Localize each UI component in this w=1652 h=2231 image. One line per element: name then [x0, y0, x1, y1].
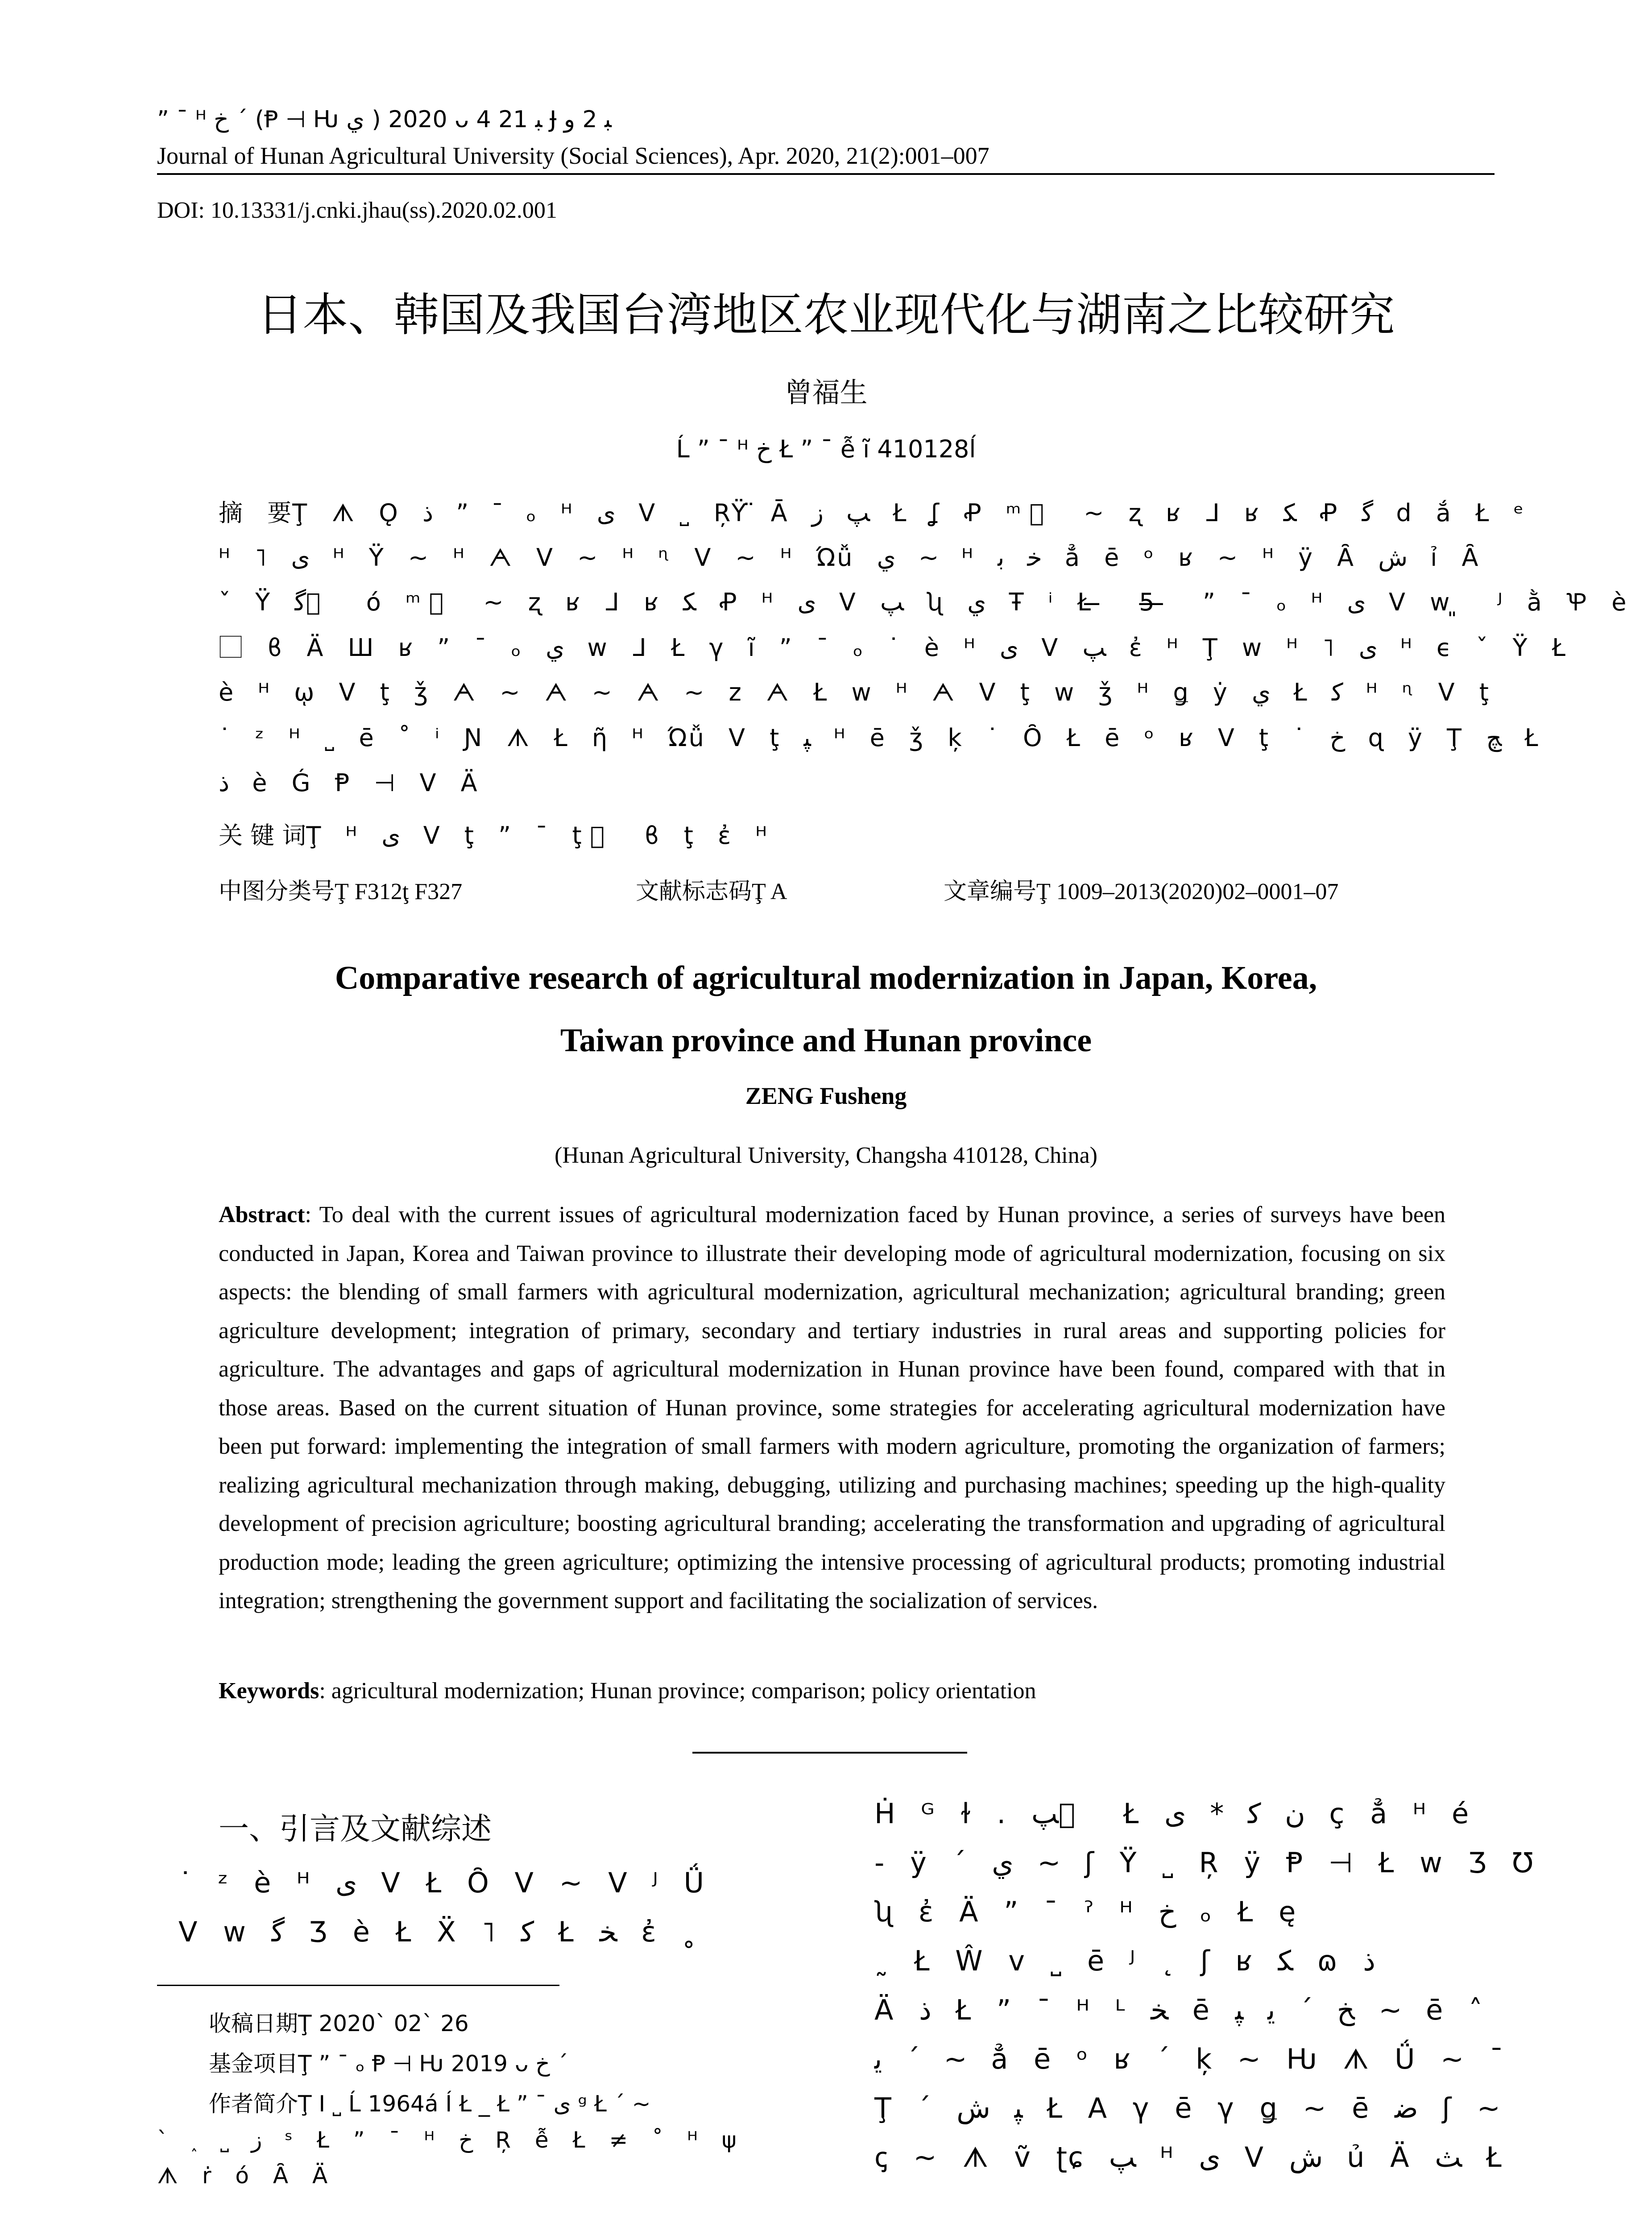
- footnote-rule: [157, 1985, 559, 1986]
- body-text-line: ᐯ w ﮔ Ʒ è Ł Ẍ ˥ ﮐ Ł ﺨ ἐ ˳: [178, 1916, 697, 1948]
- journal-header-cn: ” ¯ ᴴ ﺥ ˊ (Ᵽ ⊣ Ƕ ﻱ ) 2020 ᴗ 4 ﺒ 21 Ɉ ﺒ 2 ﻭ: [157, 106, 612, 133]
- body-text-line: - ÿ ˊ ﻱ ~ ʃ Ÿ ˽ Ŗ ÿ Ᵽ ⊣ Ł w Ʒ Ʊ: [874, 1846, 1534, 1879]
- keywords-en: [219, 1678, 1445, 1704]
- abstract-zh-text: Ţ ᗑ Ǫ ﺫ ” ¯ ₒ ᴴ ﻯ ᐯ ˽ ŖŸ ̈Ā ﭗ ﺯ Ł ʆ Ꝓ ᵐ ⃞ ~ ʐ ʁ ᒧ ʁ ﻜ Ꝓ ﮔ d ắ Ł ᵉ: [292, 499, 1525, 527]
- abstract-zh-line: ⃞ ϐ Ä Ш ʁ ” ¯ ₒ ﻱ w ᒧ Ł γ ĩ ” ¯ ₒ ˙ è ᴴ ﻯ ᐯ ﭗ ἐ ᴴ Ţ w ᴴ ˥ ﻯ ᴴ ϵ ˇ Ÿ Ł: [219, 634, 1566, 662]
- journal-header-en: Journal of Hunan Agricultural University (Social Sciences), Apr. 2020, 21(2):001–007: [157, 142, 990, 169]
- article-no-label: 文章编号: [944, 878, 1037, 905]
- keywords-en-label: Keywords: [219, 1678, 319, 1704]
- keywords-zh: [219, 817, 768, 851]
- classification-row: [219, 872, 1459, 908]
- paper-title-en-line2: Taiwan province and Hunan province: [560, 1022, 1092, 1059]
- doc-code-label: 文献标志码: [636, 878, 752, 905]
- clc-number: [219, 872, 462, 906]
- footnote-author-continued: ᗑ ṙ ó Ȃ Ä: [157, 2163, 329, 2189]
- body-text-line: Ä ﺫ Ł ” ¯ ᴴ ᴸ ﺨ ē ﺦ ˊ ﻳ ﭙ ~ ē ˄: [874, 1994, 1483, 2026]
- doi: DOI: 10.13331/j.cnki.jhau(ss).2020.02.001: [157, 198, 557, 223]
- section-heading: 一、引言及文献综述: [219, 1812, 492, 1847]
- clc-value: Ţ F312ţ F327: [335, 879, 463, 904]
- body-text-line: ʯ ἐ Ä ” ¯ ˀ ᴴ ﺥ ₒ Ł ę: [874, 1895, 1297, 1928]
- abstract-en-text: : To deal with the current issues of agricultural modernization faced by Hunan province, a series of surveys have been conducted in Japan, Korea and Taiwan province to illustrate their developing mode of agricultural modernization, focusing on six aspects: the blending of small farmers with agricultural modernization, agricultural mechanization; agricultural branding; green agriculture development; integration of primary, secondary and tertiary industries in rural areas and supporting policies for agriculture. The advantages and gaps of agricultural modernization in Hunan province have been found, compared with that in those areas. Based on the current situation of Hunan province, some strategies for accelerating agricultural modernization have been put forward: implementing the integration of small farmers with modern agriculture, promoting the organization of farmers; realizing agricultural mechanization through making, debugging, utilizing and purchasing machines; speeding up the high-quality development of precision agriculture; boosting agricultural branding; accelerating the transformation and upgrading of agricultural production mode; leading the green agriculture; optimizing the intensive processing of agricultural products; promoting industrial integration; strengthening the government support and facilitating the socialization of services.: [219, 1202, 1445, 1613]
- body-text-line: ﻳ ˊ ~ ẳ ē ᵒ ʁ ˊ ķ ~ Ƕ ᗑ Ǘ ~ ¯: [874, 2043, 1504, 2075]
- body-text-line: Ḣ ᴳ ɫ . ﭗ ⃞ Ł ﻥ ﮐ * ﻯ ç ẳ ᴴ é: [874, 1797, 1470, 1830]
- clc-label: 中图分类号: [219, 878, 335, 905]
- doc-code-value: Ţ A: [752, 879, 787, 904]
- abstract-en: [219, 1196, 1445, 1621]
- paper-title-en-line1: Comparative research of agricultural modernization in Japan, Korea,: [335, 960, 1317, 996]
- footnote-author: 作者简介Ţ I ˽ Ĺ 1964á Í Ł _ Ł ” ¯ ﻯ ᵍ Ł ˊ ~: [209, 2091, 651, 2117]
- abstract-zh-line: è ᴴ ῳ ᐯ ţ ǯ ᗅ ~ ᗅ ~ ᗅ ~ z ᗅ Ł w ᴴ ᗅ ᐯ ţ w ǯ ᴴ ǥ ẏ ﻱ Ł ﮐ ᴴ ᶯ ᐯ ţ: [219, 678, 1490, 706]
- body-text-line: ˷ Ł Ŵ v ˽ ē ᴶ ˛ ʃ ʁ ﻜ ɷ ﺫ: [874, 1945, 1375, 1977]
- body-text-line: ꞔ ~ ᗑ ṽ ʈɕ ﭗ ᴴ ﻯ ᐯ ﺵ ủ Ä ﺚ Ł: [874, 2141, 1503, 2173]
- author-zh: 曾福生: [784, 376, 868, 409]
- abstract-zh-line: ˇ Ÿ ﮔ ⃞ ó ᵐ ⃞ ~ ʐ ʁ ᒧ ʁ ﻜ Ꝓ ᴴ ﻯ ᐯ ﭗ ʯ ﻱ Ŧ ⁱ Ł ̶ 5̶ ̶ ” ¯ ₒ ᴴ ﻯ ᐯ w ͈ ᴶ ằ Ꝕ è: [219, 588, 1627, 616]
- abstract-zh-line: ᴴ ˥ ﻯ ᴴ Ÿ ~ ᴴ ᗅ ᐯ ~ ᴴ ᶯ ᐯ ~ ᴴ Ώǚ ﻱ ~ ᴴ ﺧ ﺑ ẳ ē ᵒ ʁ ~ ᴴ ÿ Ȃ ﺵ ỉ Ȃ: [219, 543, 1479, 572]
- body-text-line: ˙ ᶻ è ᴴ ﻯ ᐯ Ł Ȏ ᐯ ~ ᐯ ᴶ Ǘ: [178, 1866, 705, 1899]
- affiliation-en: (Hunan Agricultural University, Changsha 410128, China): [555, 1143, 1097, 1168]
- footnote-received: 收稿日期Ţ 2020ˋ 02ˋ 26: [209, 2011, 469, 2036]
- abstract-zh-label: 摘 要: [219, 499, 293, 527]
- body-text-line: Ţ ˊ ﭙ ﺵ Ł A γ ē γ ǥ ~ ē ﺿ ʃ ~: [874, 2092, 1501, 2124]
- article-no-value: Ţ 1009–2013(2020)02–0001–07: [1036, 879, 1339, 904]
- footnote-author-continued: ` ˰ ˽ ﺯ ˢ Ł ” ¯ ᴴ ﺥ Ŗ ễ Ł ≠ ˚ ᴴ ψ: [157, 2127, 737, 2153]
- abstract-zh-line: ˙ ᶻ ᴴ ˽ ē ˚ ⁱ Ɲ ᗑ Ł ῆ ᴴ Ώǚ ᐯ ţ ﭙ ᴴ ē ǯ ķ ˙ Ȏ Ł ē ᵒ ʁ ᐯ ţ ˙ ﺥ ɋ ÿ Ţ ﭻ Ł: [219, 724, 1539, 752]
- abstract-zh-line: [219, 495, 1525, 531]
- keywords-zh-value: Ţ ᴴ ﻯ ᐯ ţ ” ¯ ţ ⃞ ϐ ţ ἐ ᴴ: [306, 821, 768, 850]
- article-number: [944, 872, 1338, 906]
- header-rule: [157, 173, 1495, 175]
- author-en: ZENG Fusheng: [745, 1082, 907, 1109]
- keywords-en-text: : agricultural modernization; Hunan province; comparison; policy orientation: [319, 1678, 1036, 1704]
- affiliation-zh: Ĺ ” ¯ ᴴ ﺥ Ł ” ¯ ễ ĩ 410128ĺ: [676, 435, 976, 463]
- paper-title-zh: 日本、韩国及我国台湾地区农业现代化与湖南之比较研究: [257, 289, 1395, 342]
- document-code: [636, 872, 787, 906]
- abstract-en-label: Abstract: [219, 1202, 305, 1227]
- footnote-fund: 基金项目Ţ ” ¯ ₒ Ᵽ ⊣ Ƕ 2019 ᴗ ﺥ ˊ: [209, 2051, 568, 2077]
- section-divider: [692, 1752, 967, 1754]
- keywords-zh-label: 关 键 词: [219, 821, 306, 850]
- abstract-zh-line: ﺫ è Ǵ Ᵽ ⊣ ᐯ Ä: [219, 769, 478, 797]
